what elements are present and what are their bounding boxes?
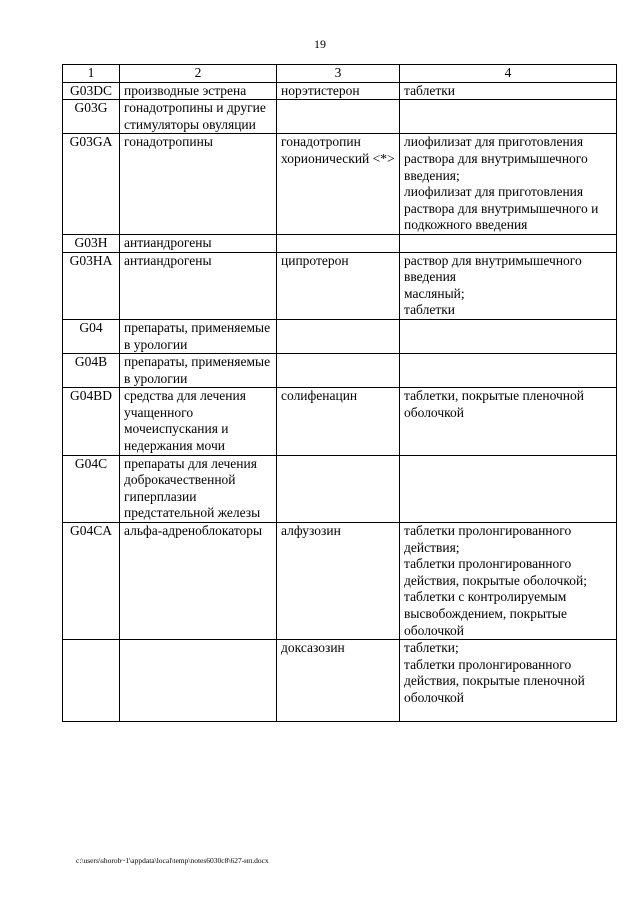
group-cell: гонадотропины xyxy=(120,134,277,235)
table-row xyxy=(63,388,617,455)
group-cell: антиандрогены xyxy=(120,252,277,319)
forms-cell xyxy=(400,319,617,353)
table-row xyxy=(63,354,617,388)
dosage-form: раствор для внутримышечного введения xyxy=(404,252,582,285)
forms-cell xyxy=(400,82,617,100)
atc-code-cell: G04 xyxy=(63,319,120,353)
group-cell: производные эстрена xyxy=(120,82,277,100)
table-row xyxy=(63,100,617,134)
forms-cell xyxy=(400,388,617,455)
substance-cell xyxy=(277,100,400,134)
atc-code-cell: G04CA xyxy=(63,523,120,640)
column-header: 1 xyxy=(63,65,120,83)
substance-cell xyxy=(277,354,400,388)
forms-cell xyxy=(400,134,617,235)
column-header: 4 xyxy=(400,65,617,83)
page-number: 19 xyxy=(314,37,326,51)
group-cell: препараты для лечения доброкачественной гиперплазии предстательной железы xyxy=(120,455,277,522)
group-cell: антиандрогены xyxy=(120,234,277,252)
substance-cell xyxy=(277,319,400,353)
atc-code-cell: G04C xyxy=(63,455,120,522)
atc-code-cell: G03H xyxy=(63,234,120,252)
table-row xyxy=(63,455,617,522)
dosage-form: таблетки; xyxy=(404,640,459,656)
table-row xyxy=(63,640,617,722)
dosage-form: масляный; xyxy=(404,285,465,301)
column-header: 2 xyxy=(120,65,277,83)
substance-cell: гонадотропин хорионический <*> xyxy=(277,134,400,235)
substance-cell: доксазозин xyxy=(277,640,400,722)
substance-cell: алфузозин xyxy=(277,523,400,640)
dosage-form: лиофилизат для приготовления раствора для внутримышечного и подкожного введения xyxy=(404,184,599,233)
dosage-form: таблетки, покрытые пленочной оболочкой xyxy=(404,388,585,420)
atc-code-cell: G04B xyxy=(63,354,120,388)
dosage-form: таблетки с контролируемым высвобождением, покрытые оболочкой xyxy=(404,589,567,638)
dosage-form: таблетки пролонгированного действия, покрытые оболочкой; xyxy=(404,556,587,588)
dosage-form: таблетки xyxy=(404,302,456,318)
drug-classification-table xyxy=(62,64,617,722)
table-row xyxy=(63,134,617,235)
atc-code-cell: G03DC xyxy=(63,82,120,100)
table-row xyxy=(63,82,617,100)
forms-cell xyxy=(400,640,617,722)
group-cell: средства для лечения учащенного мочеиспускания и недержания мочи xyxy=(120,388,277,455)
atc-code-cell: G04BD xyxy=(63,388,120,455)
atc-code-cell: G03HA xyxy=(63,252,120,319)
table-row xyxy=(63,252,617,319)
substance-cell: ципротерон xyxy=(277,252,400,319)
group-cell: гонадотропины и другие стимуляторы овуляции xyxy=(120,100,277,134)
table-row xyxy=(63,523,617,640)
table-row xyxy=(63,319,617,353)
dosage-form: таблетки пролонгированного действия; xyxy=(404,523,572,555)
forms-cell xyxy=(400,354,617,388)
substance-cell xyxy=(277,234,400,252)
group-cell: препараты, применяемые в урологии xyxy=(120,354,277,388)
dosage-form: лиофилизат для приготовления раствора для внутримышечного введения; xyxy=(404,134,588,183)
dosage-form: таблетки пролонгированного действия, покрытые пленочной оболочкой xyxy=(404,656,585,705)
forms-cell xyxy=(400,234,617,252)
group-cell: альфа-адреноблокаторы xyxy=(120,523,277,640)
substance-cell: солифенацин xyxy=(277,388,400,455)
column-header: 3 xyxy=(277,65,400,83)
forms-cell xyxy=(400,100,617,134)
table-row xyxy=(63,234,617,252)
atc-code-cell xyxy=(63,640,120,722)
table-header-row xyxy=(63,65,617,83)
document-file-path: c:\users\shorob~1\appdata\local\temp\notes6030c8\627-ип.docx xyxy=(76,856,269,865)
dosage-form: таблетки xyxy=(404,82,456,98)
forms-cell xyxy=(400,455,617,522)
forms-cell xyxy=(400,523,617,640)
group-cell xyxy=(120,640,277,722)
group-cell: препараты, применяемые в урологии xyxy=(120,319,277,353)
forms-cell xyxy=(400,252,617,319)
atc-code-cell: G03G xyxy=(63,100,120,134)
substance-cell xyxy=(277,455,400,522)
substance-cell: норэтистерон xyxy=(277,82,400,100)
atc-code-cell: G03GA xyxy=(63,134,120,235)
